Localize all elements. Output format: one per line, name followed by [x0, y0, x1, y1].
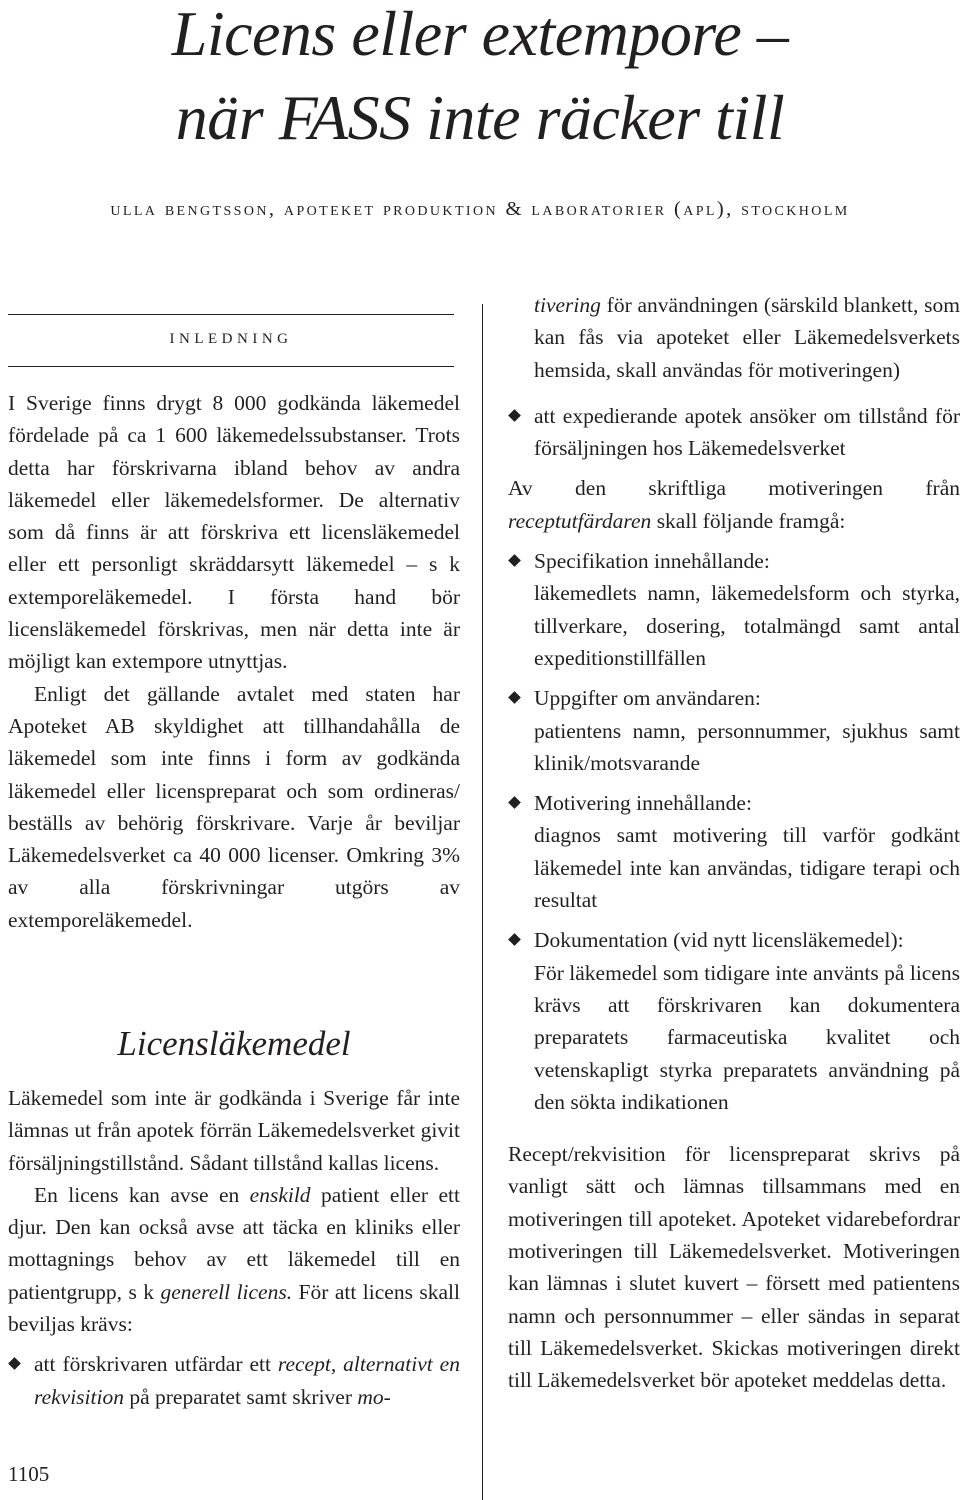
motivation-item-dokumentation	[508, 924, 960, 1118]
diamond-bullet-icon	[8, 1358, 21, 1371]
page-number: 1105	[8, 1462, 50, 1486]
diamond-bullet-icon	[508, 691, 521, 704]
column-divider	[482, 304, 483, 1500]
intro-column	[8, 387, 460, 936]
diamond-bullet-icon	[508, 554, 521, 567]
section-heading-inledning: inledning	[169, 324, 293, 348]
article-title-line-1: Licens eller extempore –	[171, 0, 789, 69]
motivation-item-label: Motivering innehållande:	[534, 791, 752, 816]
motivation-item-specifikation	[508, 545, 960, 674]
closing-paragraph: Recept/rekvisition för licenspreparat skrivs på vanligt sätt och lämnas tillsammans med en motiveringen till apoteket. Apoteket vidarebefordrar motiveringen till Läkemedelsverket. Motiveringen kan lämnas i slutet kuvert – försett med patientens namn och personnummer – eller sändas in separat till Läkemedelsverket. Skickas motiveringen direkt till Läkemedelsverket bör apoteket meddelas detta.	[508, 1142, 960, 1393]
diamond-bullet-icon	[508, 933, 521, 946]
heading-rule-bottom	[8, 366, 454, 367]
author-byline: ulla bengtsson, apoteket produktion & laboratorier (apl), stockholm	[110, 198, 850, 220]
motivation-item-text: läkemedlets namn, läkemedelsform och styrka, tillverkare, dosering, totalmängd samt antal expeditionstillfällen	[534, 581, 960, 670]
right-column	[508, 289, 960, 1397]
diamond-bullet-icon	[508, 796, 521, 809]
motivation-item-uppgifter	[508, 682, 960, 779]
motivation-item-label: Specifikation innehållande:	[534, 549, 770, 574]
article-title-line-2: när FASS inte räcker till	[175, 82, 785, 153]
motivation-item-label: Uppgifter om användaren:	[534, 686, 761, 711]
licens-paragraph-1: Läkemedel som inte är godkända i Sverige får inte lämnas ut från apotek förrän Läkemedelsverket givit försäljningstillstånd. Sådant tillstånd kallas licens.	[8, 1086, 460, 1175]
section-heading-licenslakemedel: Licensläkemedel	[117, 1024, 351, 1063]
motivation-intro: Av den skriftliga motiveringen från receptutfärdaren skall följande framgå:	[508, 476, 960, 533]
motivation-item-label: Dokumentation (vid nytt licensläkemedel):	[534, 928, 904, 953]
requirement-item-2: att expedierande apotek ansöker om tillstånd för försäljningen hos Läkemedelsverket	[508, 400, 960, 465]
motivation-item-text: För läkemedel som tidigare inte använts på licens krävs att förskrivaren kan dokumentera preparatets farmaceutiska kvalitet och vetenskapligt styrka preparatets användning på den sökta indikationen	[534, 960, 960, 1114]
diamond-bullet-icon	[508, 409, 521, 422]
intro-paragraph-1: I Sverige finns drygt 8 000 godkända läkemedel fördelade på ca 1 600 läkemedelssubstanser. Trots detta har förskrivarna ibland behov av andra läkemedel eller läkemedelsformer. De alternativ som då finns är att förskriva ett licensläkemedel eller ett personligt skräddarsytt läkemedel – s k extemporeläkemedel. I första hand bör licensläkemedel förskrivas, men när detta inte är möjligt kan extempore utnyttjas.	[8, 391, 460, 674]
requirement-item-1: att förskrivaren utfärdar ett recept, alternativt en rekvisition på preparatet samt skriver mo-	[8, 1348, 460, 1413]
motivation-item-motivering	[508, 787, 960, 916]
motivation-item-text: patientens namn, personnummer, sjukhus samt klinik/motsvarande	[534, 718, 960, 775]
heading-rule-top	[8, 314, 454, 315]
requirement-item-1-continued: tivering för användningen (särskild blankett, som kan fås via apoteket eller Läkemedelsverkets hemsida, skall användas för motiveringen)	[534, 293, 960, 382]
licens-paragraph-2: En licens kan avse en enskild patient eller ett djur. Den kan också avse att täcka en kliniks eller mottagnings behov av ett läkemedel till en patientgrupp, s k generell licens. För att licens skall beviljas krävs:	[8, 1182, 460, 1337]
intro-paragraph-2: Enligt det gällande avtalet med staten har Apoteket AB skyldighet att tillhandahålla de läkemedel som inte finns i form av godkända läkemedel eller licenspreparat och som ordineras/ beställs av behörig förskrivare. Varje år beviljar Läkemedelsverket ca 40 000 licenser. Omkring 3% av alla förskrivningar utgörs av extemporeläkemedel.	[8, 681, 460, 932]
motivation-item-text: diagnos samt motivering till varför godkänt läkemedel inte kan användas, tidigare terapi och resultat	[534, 823, 960, 913]
licens-column	[8, 1082, 460, 1413]
